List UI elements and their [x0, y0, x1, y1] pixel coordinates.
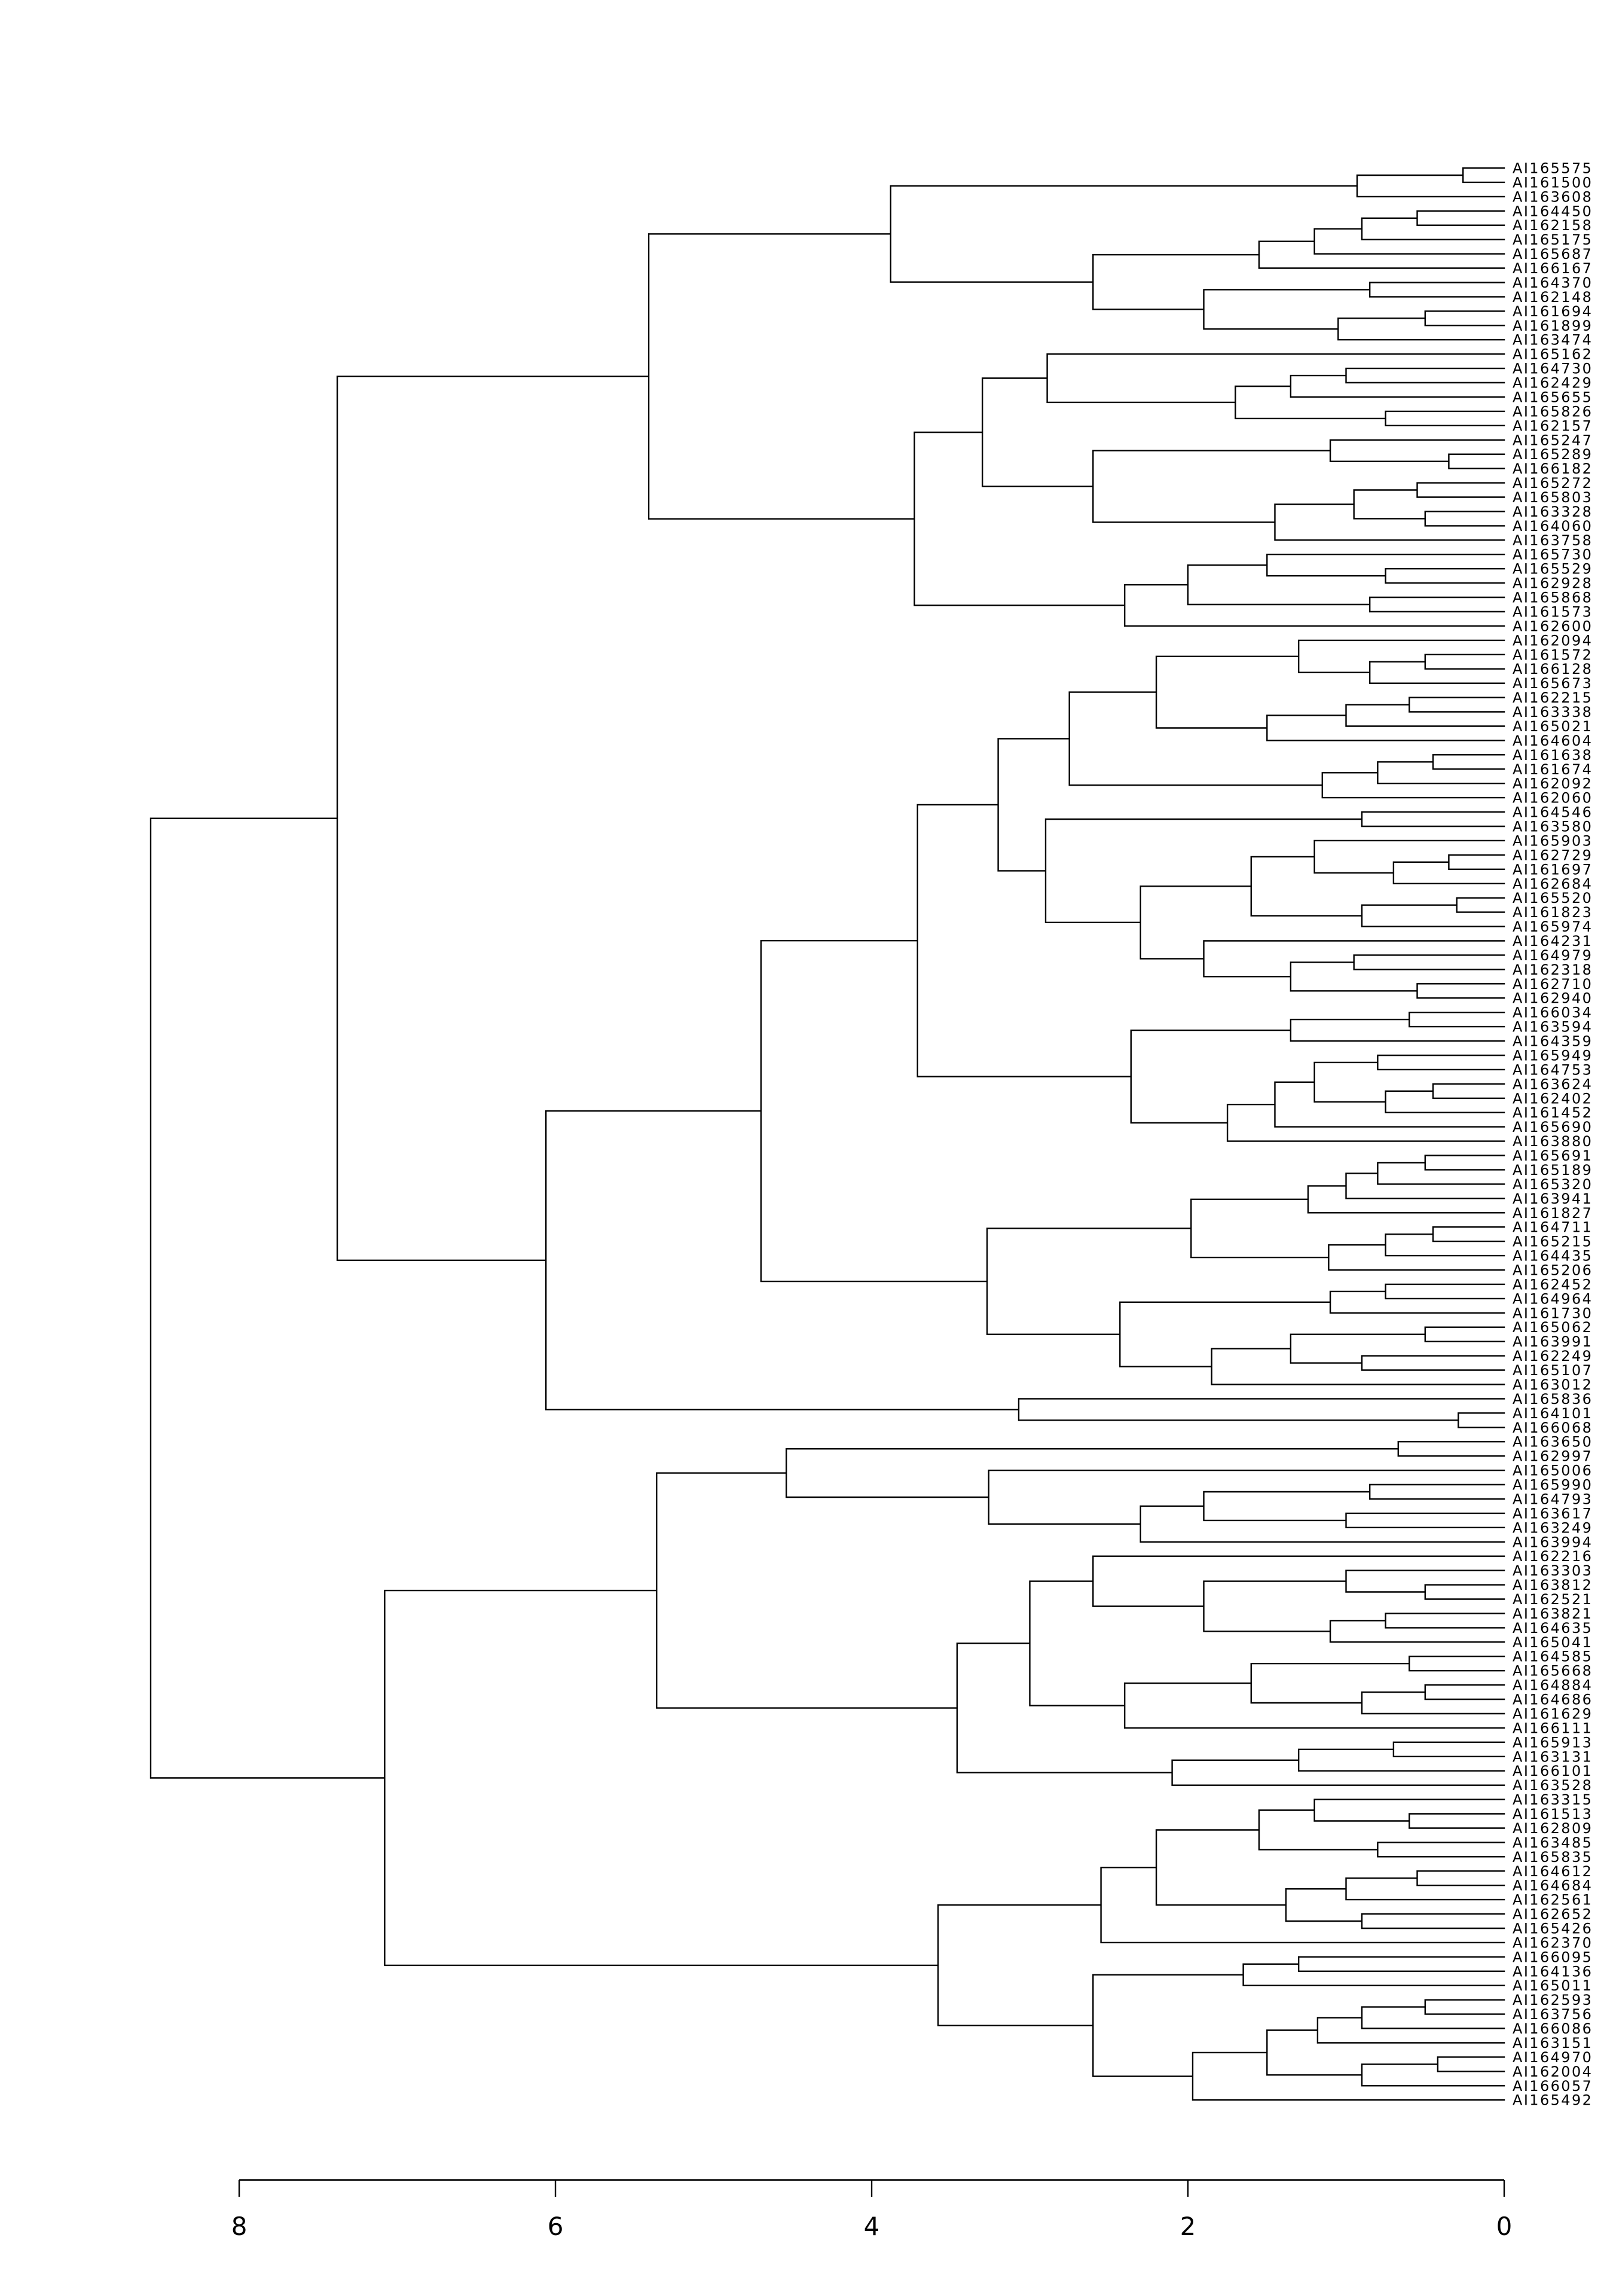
leaf-label-AI165949: AI165949 — [1513, 1047, 1593, 1064]
leaf-label-AI165913: AI165913 — [1513, 1734, 1593, 1751]
leaf-label-AI162997: AI162997 — [1513, 1448, 1593, 1465]
leaf-label-AI165206: AI165206 — [1513, 1262, 1593, 1279]
leaf-label-AI166034: AI166034 — [1513, 1004, 1593, 1021]
leaf-label-AI165011: AI165011 — [1513, 1977, 1593, 1995]
leaf-label-AI161500: AI161500 — [1513, 174, 1593, 191]
leaf-label-AI164979: AI164979 — [1513, 947, 1593, 964]
leaf-label-AI165668: AI165668 — [1513, 1662, 1593, 1680]
leaf-label-AI162370: AI162370 — [1513, 1934, 1593, 1952]
leaf-label-AI164546: AI164546 — [1513, 804, 1593, 821]
leaf-label-AI164970: AI164970 — [1513, 2048, 1593, 2066]
leaf-label-AI165107: AI165107 — [1513, 1362, 1593, 1379]
leaf-label-AI162809: AI162809 — [1513, 1820, 1593, 1837]
leaf-label-AI163528: AI163528 — [1513, 1777, 1593, 1794]
leaf-label-AI165868: AI165868 — [1513, 589, 1593, 606]
leaf-label-AI164730: AI164730 — [1513, 360, 1593, 377]
leaf-label-AI164101: AI164101 — [1513, 1405, 1593, 1422]
leaf-label-AI162215: AI162215 — [1513, 689, 1593, 707]
leaf-label-AI164450: AI164450 — [1513, 203, 1593, 220]
leaf-label-AI165492: AI165492 — [1513, 2092, 1593, 2109]
leaf-label-AI165189: AI165189 — [1513, 1161, 1593, 1178]
leaf-label-AI163756: AI163756 — [1513, 2006, 1593, 2023]
leaf-label-AI163328: AI163328 — [1513, 503, 1593, 520]
leaf-label-AI162318: AI162318 — [1513, 961, 1593, 978]
leaf-label-AI165162: AI165162 — [1513, 346, 1593, 363]
leaf-label-AI165691: AI165691 — [1513, 1147, 1593, 1164]
leaf-label-AI165903: AI165903 — [1513, 832, 1593, 850]
leaf-label-AI163338: AI163338 — [1513, 704, 1593, 720]
leaf-label-AI163131: AI163131 — [1513, 1748, 1593, 1766]
x-axis-tick-label-2: 2 — [1180, 2212, 1196, 2241]
leaf-label-AI163758: AI163758 — [1513, 532, 1593, 549]
leaf-label-AI163151: AI163151 — [1513, 2035, 1593, 2051]
leaf-label-AI162429: AI162429 — [1513, 374, 1593, 392]
leaf-label-AI164060: AI164060 — [1513, 517, 1593, 535]
leaf-label-AI163650: AI163650 — [1513, 1433, 1593, 1451]
leaf-label-AI161694: AI161694 — [1513, 303, 1593, 320]
leaf-label-AI165655: AI165655 — [1513, 389, 1593, 406]
leaf-label-AI164136: AI164136 — [1513, 1963, 1593, 1980]
x-axis-tick-label-0: 0 — [1496, 2212, 1513, 2241]
leaf-label-AI164370: AI164370 — [1513, 274, 1593, 291]
leaf-label-AI162402: AI162402 — [1513, 1090, 1593, 1107]
leaf-label-AI164635: AI164635 — [1513, 1619, 1593, 1636]
leaf-label-AI164753: AI164753 — [1513, 1061, 1593, 1079]
leaf-label-AI162216: AI162216 — [1513, 1548, 1593, 1565]
leaf-label-AI166111: AI166111 — [1513, 1720, 1593, 1737]
leaf-label-AI162940: AI162940 — [1513, 990, 1593, 1007]
leaf-label-AI165041: AI165041 — [1513, 1634, 1593, 1651]
leaf-label-AI165426: AI165426 — [1513, 1920, 1593, 1937]
leaf-label-AI161730: AI161730 — [1513, 1305, 1593, 1322]
leaf-label-AI166128: AI166128 — [1513, 661, 1593, 678]
leaf-label-AI164684: AI164684 — [1513, 1877, 1593, 1894]
leaf-label-AI164585: AI164585 — [1513, 1648, 1593, 1665]
leaf-label-AI165836: AI165836 — [1513, 1390, 1593, 1407]
leaf-label-AI166095: AI166095 — [1513, 1949, 1593, 1966]
leaf-label-AI166068: AI166068 — [1513, 1419, 1593, 1436]
leaf-label-AI165803: AI165803 — [1513, 489, 1593, 506]
leaf-label-AI164964: AI164964 — [1513, 1290, 1593, 1308]
leaf-label-AI165062: AI165062 — [1513, 1319, 1593, 1336]
leaf-label-AI165529: AI165529 — [1513, 560, 1593, 578]
leaf-label-AI164359: AI164359 — [1513, 1033, 1593, 1050]
leaf-label-AI162157: AI162157 — [1513, 417, 1593, 435]
leaf-label-AI162452: AI162452 — [1513, 1276, 1593, 1293]
leaf-label-AI166057: AI166057 — [1513, 2077, 1593, 2095]
leaf-label-AI165289: AI165289 — [1513, 446, 1593, 463]
leaf-label-AI165175: AI165175 — [1513, 231, 1593, 249]
leaf-label-AI161827: AI161827 — [1513, 1204, 1593, 1222]
leaf-label-AI163617: AI163617 — [1513, 1505, 1593, 1522]
leaf-label-AI163624: AI163624 — [1513, 1076, 1593, 1093]
leaf-label-AI163315: AI163315 — [1513, 1791, 1593, 1809]
leaf-label-AI161513: AI161513 — [1513, 1806, 1593, 1822]
leaf-label-AI162729: AI162729 — [1513, 847, 1593, 864]
leaf-label-AI161697: AI161697 — [1513, 861, 1593, 878]
leaf-label-AI162600: AI162600 — [1513, 618, 1593, 635]
leaf-label-AI161638: AI161638 — [1513, 746, 1593, 764]
leaf-label-AI165673: AI165673 — [1513, 675, 1593, 692]
leaf-label-AI161573: AI161573 — [1513, 603, 1593, 621]
leaf-label-AI162561: AI162561 — [1513, 1891, 1593, 1909]
leaf-label-AI165520: AI165520 — [1513, 890, 1593, 907]
leaf-label-AI161572: AI161572 — [1513, 646, 1593, 664]
leaf-label-AI162652: AI162652 — [1513, 1906, 1593, 1923]
leaf-label-AI161823: AI161823 — [1513, 904, 1593, 921]
leaf-label-AI163608: AI163608 — [1513, 188, 1593, 206]
leaf-label-AI165974: AI165974 — [1513, 918, 1593, 936]
leaf-label-AI164884: AI164884 — [1513, 1677, 1593, 1694]
leaf-label-AI163994: AI163994 — [1513, 1534, 1593, 1551]
leaf-label-AI162928: AI162928 — [1513, 575, 1593, 592]
x-axis-tick-label-6: 6 — [547, 2212, 564, 2241]
leaf-label-AI161629: AI161629 — [1513, 1705, 1593, 1723]
leaf-label-AI166086: AI166086 — [1513, 2020, 1593, 2037]
leaf-label-AI162710: AI162710 — [1513, 975, 1593, 993]
x-axis-tick-label-4: 4 — [863, 2212, 880, 2241]
leaf-label-AI163821: AI163821 — [1513, 1605, 1593, 1622]
leaf-label-AI165730: AI165730 — [1513, 546, 1593, 563]
leaf-label-AI165272: AI165272 — [1513, 475, 1593, 492]
leaf-label-AI166182: AI166182 — [1513, 460, 1593, 478]
leaf-label-AI162148: AI162148 — [1513, 288, 1593, 306]
leaf-label-AI164793: AI164793 — [1513, 1491, 1593, 1508]
leaf-label-AI163012: AI163012 — [1513, 1376, 1593, 1393]
leaf-label-AI161674: AI161674 — [1513, 761, 1593, 778]
x-axis-tick-label-8: 8 — [231, 2212, 248, 2241]
leaf-label-AI163812: AI163812 — [1513, 1577, 1593, 1594]
leaf-label-AI162249: AI162249 — [1513, 1348, 1593, 1365]
leaf-label-AI162094: AI162094 — [1513, 632, 1593, 649]
leaf-label-AI164686: AI164686 — [1513, 1691, 1593, 1708]
leaf-label-AI162092: AI162092 — [1513, 775, 1593, 792]
leaf-label-AI161899: AI161899 — [1513, 317, 1593, 334]
leaf-label-AI162004: AI162004 — [1513, 2063, 1593, 2080]
leaf-label-AI163474: AI163474 — [1513, 331, 1593, 349]
leaf-label-AI165690: AI165690 — [1513, 1119, 1593, 1136]
leaf-label-AI164435: AI164435 — [1513, 1247, 1593, 1265]
leaf-label-AI165320: AI165320 — [1513, 1176, 1593, 1193]
leaf-label-AI163594: AI163594 — [1513, 1018, 1593, 1036]
leaf-label-AI164604: AI164604 — [1513, 732, 1593, 749]
leaf-label-AI163880: AI163880 — [1513, 1133, 1593, 1150]
leaf-label-AI163941: AI163941 — [1513, 1190, 1593, 1207]
leaf-label-AI163303: AI163303 — [1513, 1562, 1593, 1580]
leaf-label-AI162684: AI162684 — [1513, 875, 1593, 893]
leaf-label-AI166167: AI166167 — [1513, 260, 1593, 277]
leaf-label-AI165835: AI165835 — [1513, 1848, 1593, 1866]
leaf-label-AI165990: AI165990 — [1513, 1476, 1593, 1494]
leaf-label-AI165006: AI165006 — [1513, 1462, 1593, 1479]
leaf-label-AI166101: AI166101 — [1513, 1763, 1593, 1780]
leaf-label-AI164711: AI164711 — [1513, 1219, 1593, 1236]
leaf-label-AI163580: AI163580 — [1513, 818, 1593, 835]
leaf-label-AI162158: AI162158 — [1513, 217, 1593, 234]
leaf-label-AI165687: AI165687 — [1513, 246, 1593, 263]
leaf-label-AI165247: AI165247 — [1513, 432, 1593, 449]
leaf-label-AI164612: AI164612 — [1513, 1863, 1593, 1880]
leaf-label-AI164231: AI164231 — [1513, 933, 1593, 949]
leaf-label-AI165575: AI165575 — [1513, 160, 1593, 177]
leaf-label-AI163249: AI163249 — [1513, 1519, 1593, 1537]
leaf-label-AI162521: AI162521 — [1513, 1591, 1593, 1608]
leaf-label-AI165215: AI165215 — [1513, 1233, 1593, 1250]
leaf-label-AI163485: AI163485 — [1513, 1834, 1593, 1851]
leaf-label-AI165826: AI165826 — [1513, 403, 1593, 420]
leaf-label-AI165021: AI165021 — [1513, 718, 1593, 735]
leaf-label-AI162060: AI162060 — [1513, 789, 1593, 807]
leaf-label-AI162593: AI162593 — [1513, 1992, 1593, 2009]
leaf-label-AI161452: AI161452 — [1513, 1104, 1593, 1122]
leaf-label-AI163991: AI163991 — [1513, 1333, 1593, 1351]
